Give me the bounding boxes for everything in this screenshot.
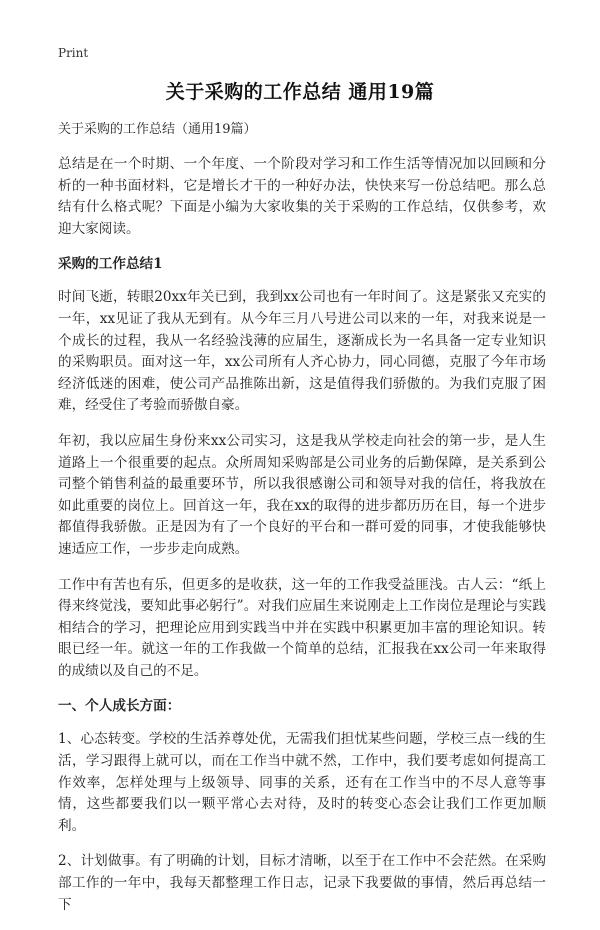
paragraph-5: 2、计划做事。有了明确的计划，目标才清晰，以至于在工作中不会茫然。在采购部工作的一年中，我每天都整理工作日志，记录下我要做的事情，然后再总结一下: [58, 853, 546, 913]
paragraph-4: 1、心态转变。学校的生活养尊处优，无需我们担忧某些问题，学校三点一线的生活，学习跟得上就可以，而在工作当中就不然，工作中，我们要考虑如何提高工作效率，怎样处理与上级领导、同事的关系，还有在工作当中的不尽人意等事情，这些都要我们以一颗平常心去对待，及时的转变心态会让我们工作更加顺利。: [58, 731, 546, 834]
print-link[interactable]: Print: [58, 46, 89, 60]
article-body: [58, 120, 546, 930]
paragraph-3: 工作中有苦也有乐，但更多的是收获，这一年的工作我受益匪浅。古人云：“纸上得来终觉浅，要知此事必躬行”。对我们应届生来说刚走上工作岗位是理论与实践相结合的学习，把理论应用到实践当中并在实践中积累更加丰富的理论知识。转眼已经一年。就这一年的工作我做一个简单的总结，汇报我在xx公司一年来取得的成绩以及自己的不足。: [58, 576, 546, 679]
intro-paragraph: 总结是在一个时期、一个年度、一个阶段对学习和工作生活等情况加以回顾和分析的一种书面材料，它是增长才干的一种好办法，快快来写一份总结吧。那么总结有什么格式呢？下面是小编为大家收集的关于采购的工作总结，仅供参考，欢迎大家阅读。: [58, 156, 546, 237]
paragraph-2: 年初，我以应届生身份来xx公司实习，这是我从学校走向社会的第一步，是人生道路上一个很重要的起点。众所周知采购部是公司业务的后勤保障，是关系到公司整个销售利益的最重要环节，所以我很感谢公司和领导对我的信任，将我放在如此重要的岗位上。回首这一年，我在xx的取得的进步都历历在目，每一个进步都值得我骄傲。正是因为有了一个良好的平台和一群可爱的同事，才使我能够快速适应工作，一步步走向成熟。: [58, 432, 546, 557]
page-title: 关于采购的工作总结 通用19篇: [165, 81, 435, 103]
section-heading-1: 采购的工作总结1: [58, 256, 163, 273]
article-subtitle: 关于采购的工作总结（通用19篇）: [58, 122, 257, 137]
paragraph-1: 时间飞逝，转眼20xx年关已到，我到xx公司也有一年时间了。这是紧张又充实的一年，xx见证了我从无到有。从今年三月八号进公司以来的一年，对我来说是一个成长的过程，我从一名经验浅薄的应届生，逐渐成长为一名具备一定专业知识的采购职员。面对这一年，xx公司所有人齐心协力，同心同德，克服了今年市场经济低迷的困难，使公司产品推陈出新，这是值得我们骄傲的。为我们克服了困难，经受住了考验而骄傲自豪。: [58, 289, 546, 414]
section-heading-2: 一、个人成长方面：: [58, 698, 181, 715]
